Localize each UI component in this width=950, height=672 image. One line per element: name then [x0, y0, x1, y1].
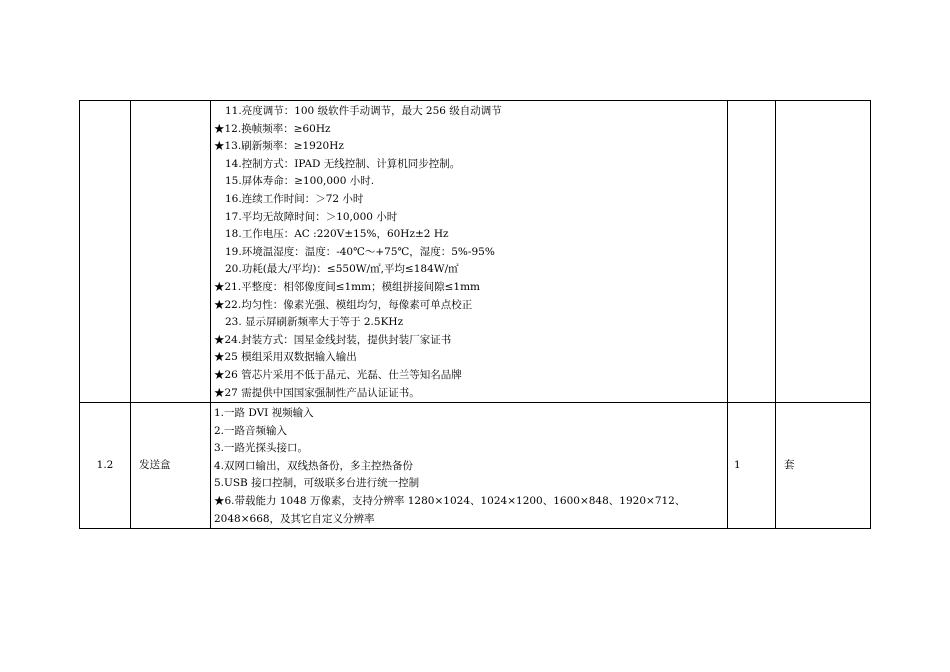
- spec-line: 5.USB 接口控制，可级联多台进行统一控制: [214, 477, 420, 490]
- quantity-cell: [728, 101, 776, 403]
- spec-line: 14.控制方式：IPAD 无线控制、计算机同步控制。: [225, 157, 461, 170]
- spec-line: 18.工作电压：AC :220V±15%，60Hz±2 Hz: [225, 228, 449, 241]
- spec-line: ★13.刷新频率：≥1920Hz: [214, 140, 344, 153]
- unit-cell: [776, 101, 871, 403]
- table-row: [80, 101, 871, 403]
- spec-line: ★22.均匀性：像素光强、模组均匀，每像素可单点校正: [214, 298, 473, 311]
- spec-line: ★24.封装方式：国星金线封装，提供封装厂家证书: [214, 333, 452, 346]
- spec-line: 16.连续工作时间：＞72 小时: [225, 192, 364, 205]
- spec-line: 3.一路光探头接口。: [214, 442, 309, 455]
- spec-line: ★26 管芯片采用不低于晶元、光磊、仕兰等知名品牌: [214, 368, 462, 381]
- spec-line: ★6.带载能力 1048 万像素，支持分辨率 1280×1024、1024×1200、1600×848、1920×712、2048×668，及其它自定义分辨率: [214, 495, 686, 525]
- spec-line: ★27 需提供中国国家强制性产品认证证书。: [214, 386, 420, 399]
- spec-line: 1.一路 DVI 视频输入: [214, 407, 314, 420]
- table-row: [80, 403, 871, 529]
- unit-cell: 套: [776, 403, 871, 529]
- spec-line: ★21.平整度：相邻像度间≤1mm；模组拼接间隙≤1mm: [214, 280, 480, 293]
- spec-line: ★25 模组采用双数据输入输出: [214, 351, 357, 364]
- item-number-cell: 1.2: [80, 403, 131, 529]
- spec-cell: [211, 101, 728, 403]
- spec-line: 20.功耗(最大/平均)：≤550W/㎡,平均≤184W/㎡: [225, 263, 459, 276]
- item-number-cell: [80, 101, 131, 403]
- spec-line: 19.环境温湿度：温度：-40℃～+75℃，湿度：5%-95%: [225, 245, 495, 258]
- spec-cell: [211, 403, 728, 529]
- spec-line: 4.双网口输出，双线热备份，多主控热备份: [214, 459, 414, 472]
- spec-line: 17.平均无故障时间：＞10,000 小时: [225, 210, 398, 223]
- spec-line: 11.亮度调节：100 级软件手动调节，最大 256 级自动调节: [225, 105, 502, 117]
- spec-line: 2.一路音频输入: [214, 424, 288, 437]
- spec-line: ★12.换帧频率：≥60Hz: [214, 122, 331, 135]
- spec-line: 23. 显示屏刷新频率大于等于 2.5KHz: [225, 316, 404, 329]
- quantity-cell: 1: [728, 403, 776, 529]
- specification-table: [79, 100, 871, 529]
- item-name-cell: [131, 101, 211, 403]
- item-name-cell: 发送盒: [131, 403, 211, 529]
- spec-line: 15.屏体寿命：≥100,000 小时.: [225, 175, 375, 188]
